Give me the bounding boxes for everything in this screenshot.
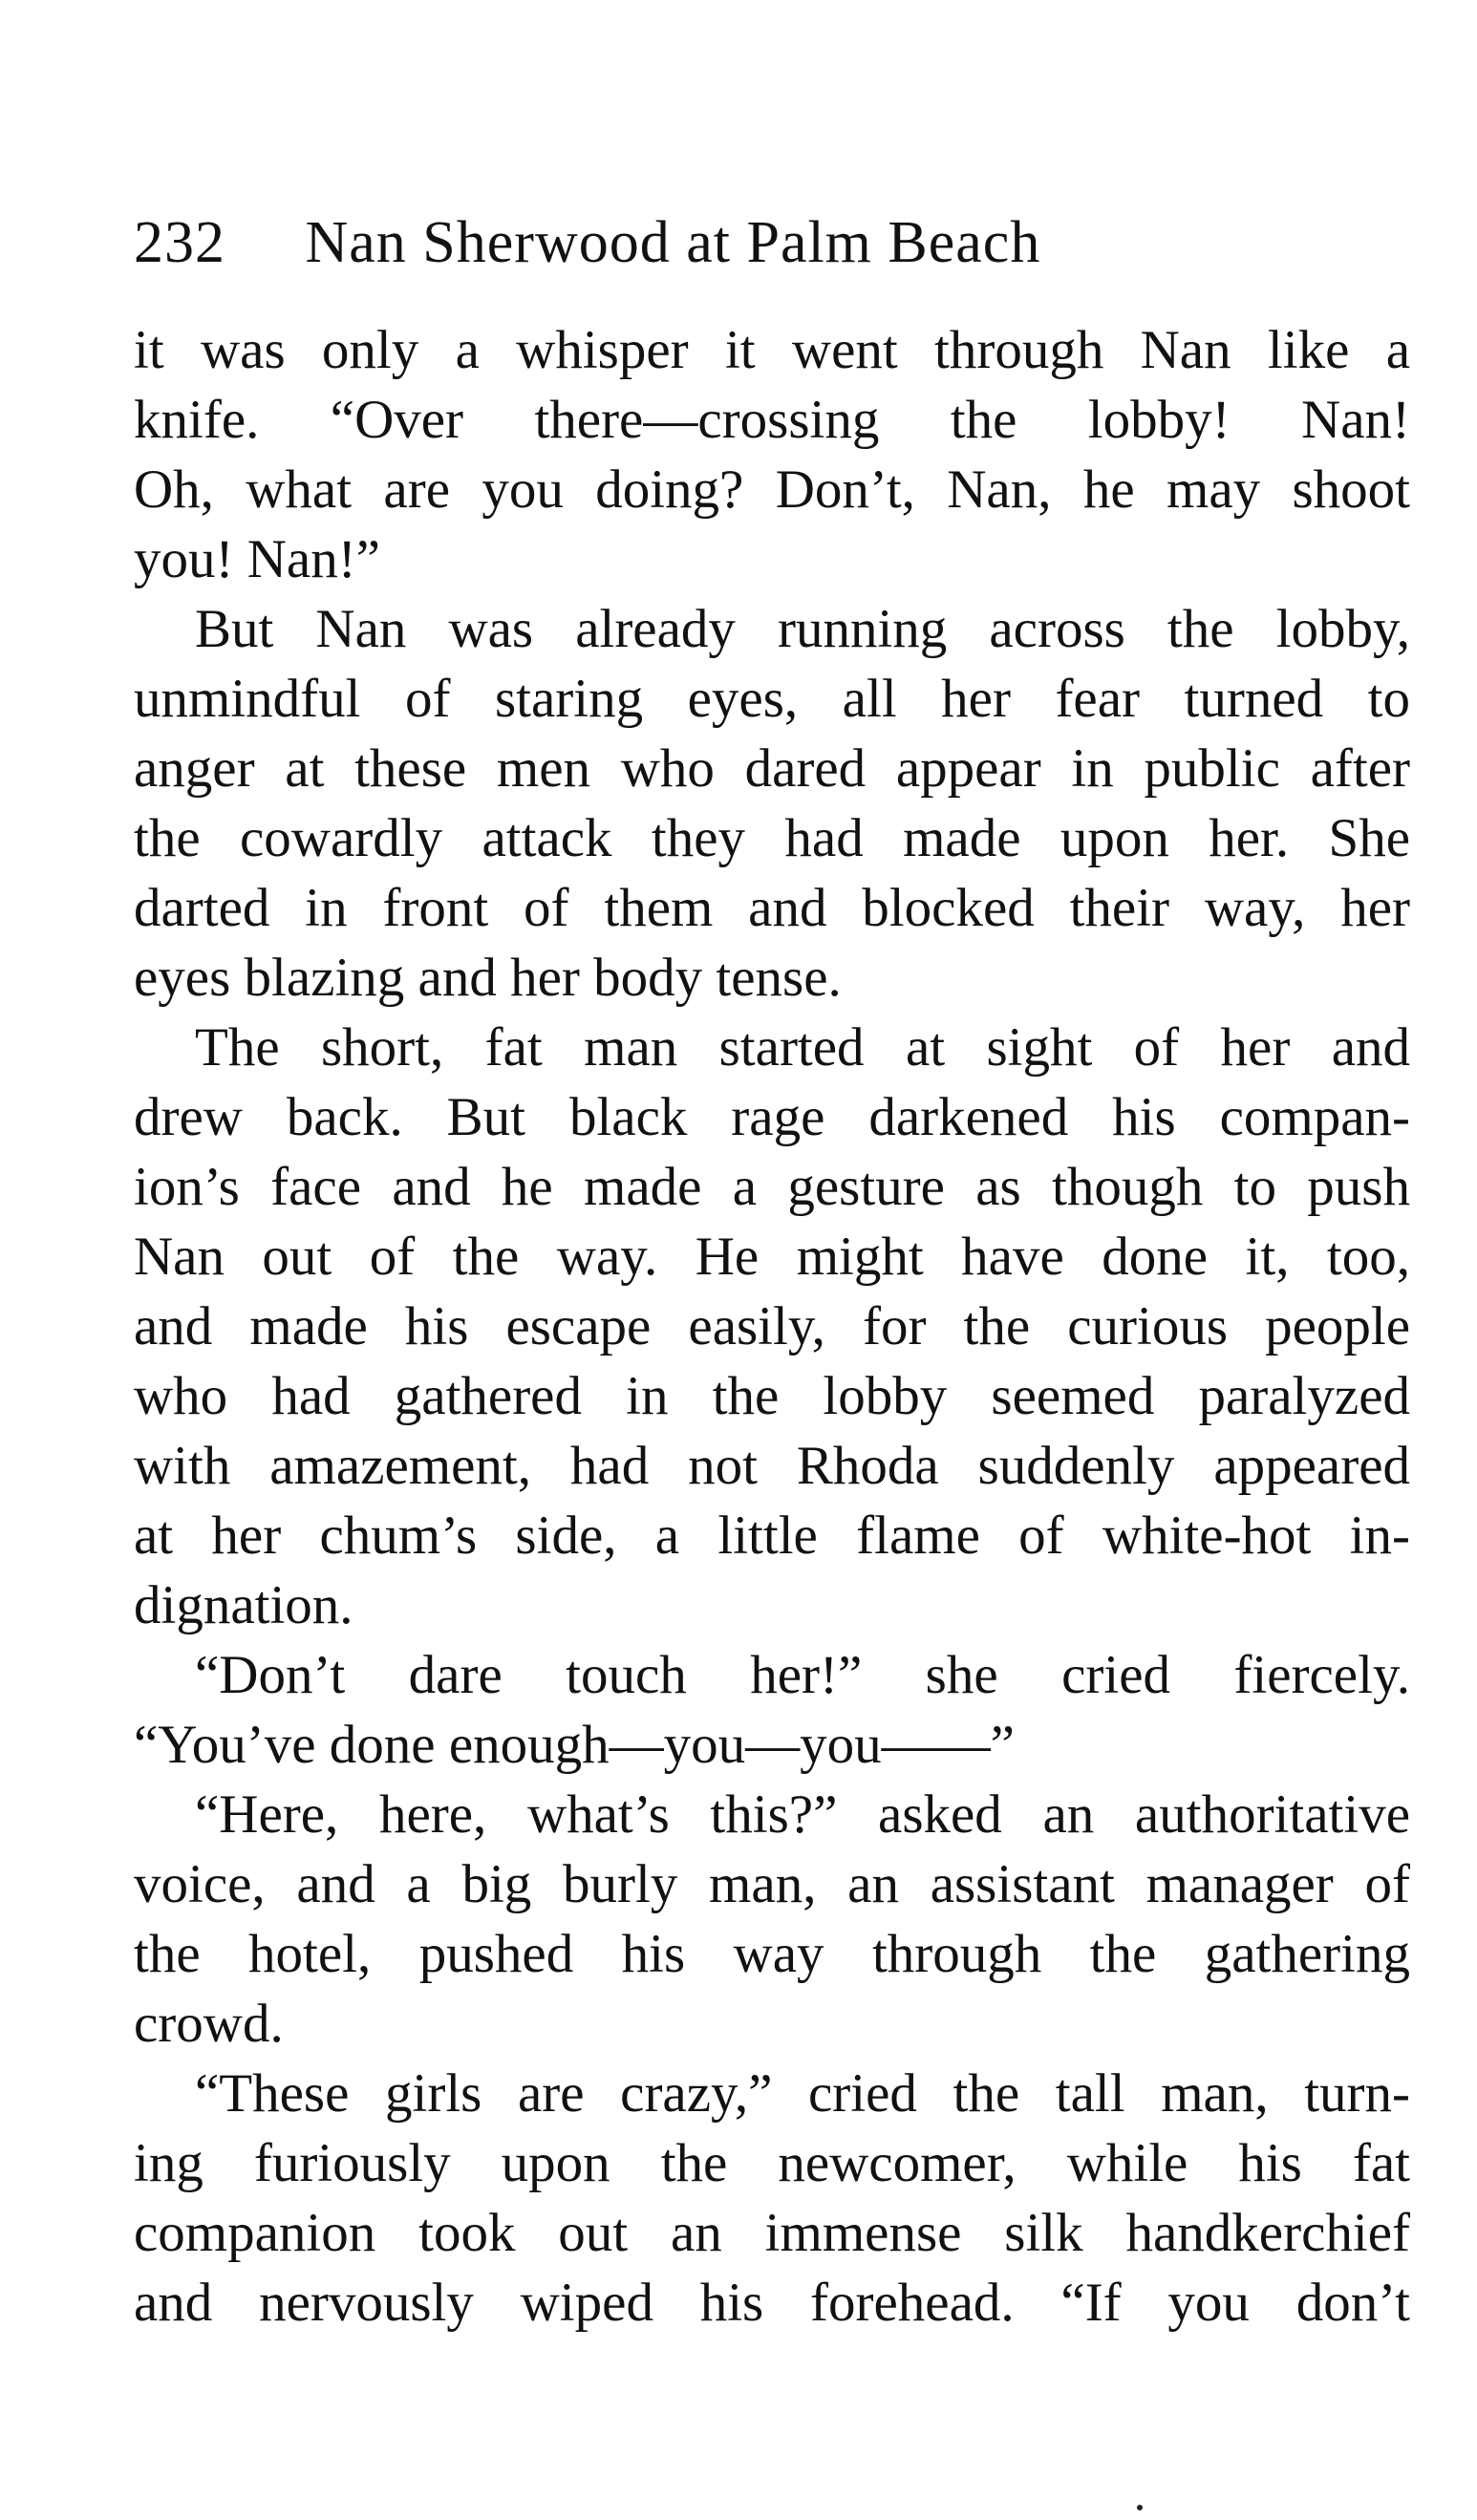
text-line: you! Nan!” [134, 529, 380, 589]
text-line: the hotel, pushed his way through the gathering [134, 1924, 1410, 1984]
text-line: ing furiously upon the newcomer, while his fat [134, 2133, 1410, 2193]
text-line: who had gathered in the lobby seemed paralyzed [134, 1366, 1410, 1426]
text-line: Oh, what are you doing? Don’t, Nan, he may shoot [134, 459, 1410, 520]
text-line: dignation. [134, 1575, 353, 1635]
text-line: darted in front of them and blocked their way, her [134, 878, 1410, 938]
text-line: voice, and a big burly man, an assistant manager of [134, 1854, 1410, 1914]
text-line: at her chum’s side, a little flame of white-hot in- [134, 1506, 1410, 1566]
text-line: eyes blazing and her body tense. [134, 948, 842, 1008]
text-line: and nervously wiped his forehead. “If you don’t [134, 2273, 1410, 2333]
text-line: ion’s face and he made a gesture as though to push [134, 1157, 1410, 1217]
running-title: Nan Sherwood at Palm Beach [305, 210, 1041, 275]
text-line: Nan out of the way. He might have done it, too, [134, 1227, 1410, 1287]
page-number: 232 [134, 210, 225, 275]
text-line: unmindful of staring eyes, all her fear turned to [134, 669, 1410, 729]
text-line: But Nan was already running across the lobby, [195, 599, 1410, 659]
text-line: knife. “Over there—crossing the lobby! Nan! [134, 390, 1410, 450]
text-line: and made his escape easily, for the curious people [134, 1296, 1410, 1356]
page-header [134, 206, 1414, 279]
text-line: “Here, here, what’s this?” asked an authoritative [195, 1784, 1410, 1845]
text-line: The short, fat man started at sight of her and [195, 1017, 1410, 1078]
text-line: drew back. But black rage darkened his compan- [134, 1087, 1410, 1147]
text-line: anger at these men who dared appear in public after [134, 738, 1410, 799]
text-line: crowd. [134, 1994, 284, 2054]
text-line: “You’ve done enough—you—you——” [134, 1715, 1015, 1775]
text-line: with amazement, had not Rhoda suddenly appeared [134, 1436, 1410, 1496]
text-line: companion took out an immense silk handkerchief [134, 2203, 1410, 2263]
text-line: the cowardly attack they had made upon her. She [134, 808, 1410, 868]
ink-speck [1137, 2505, 1143, 2510]
text-line: “These girls are crazy,” cried the tall man, turn- [195, 2063, 1410, 2124]
text-line: “Don’t dare touch her!” she cried fiercely. [195, 1645, 1410, 1705]
body-text [134, 315, 1410, 2338]
text-line: it was only a whisper it went through Nan like a [134, 320, 1410, 380]
